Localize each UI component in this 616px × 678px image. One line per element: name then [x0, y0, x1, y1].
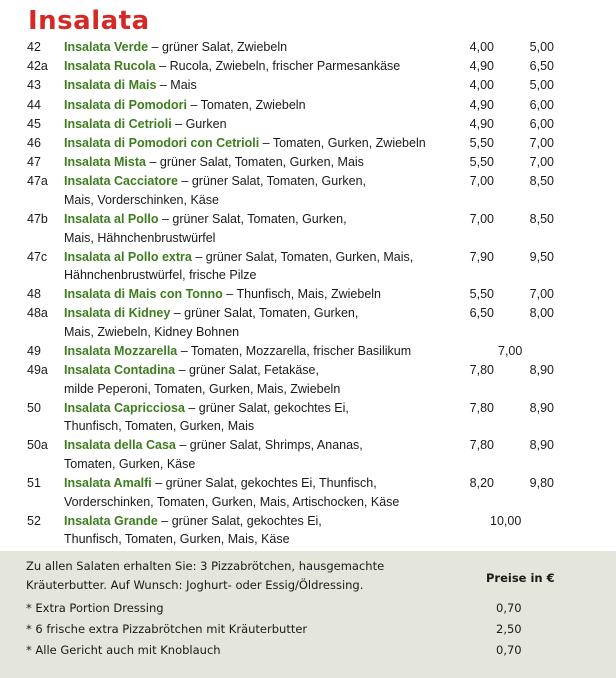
- menu-item-price-large: 8,50: [529, 174, 554, 189]
- menu-item-price-large: 8,90: [529, 363, 554, 378]
- menu-item-name: Insalata di Pomodori: [64, 97, 187, 112]
- menu-item-price-small: 7,00: [469, 174, 494, 189]
- menu-item-name: Insalata Mista: [64, 155, 146, 170]
- menu-item-price-large: 6,00: [529, 116, 554, 131]
- menu-item-price-small: 7,00: [469, 212, 494, 226]
- menu-item-price-small: 4,90: [469, 97, 494, 112]
- menu-item-number: 43: [27, 78, 41, 93]
- menu-item-price-small: 8,20: [469, 476, 494, 490]
- menu-item-name: Insalata Rucola: [64, 59, 156, 74]
- menu-item-ingredients: – grüner Salat, Tomaten, Gurken,: [158, 212, 347, 226]
- extra-item-label: * 6 frische extra Pizzabrötchen mit Kräuterbutter: [26, 622, 308, 636]
- menu-item-name: Insalata Capricciosa: [64, 400, 185, 415]
- menu-item-ingredients: – Thunfisch, Mais, Zwiebeln: [222, 287, 382, 302]
- menu-item-price-large: 8,90: [529, 438, 554, 453]
- menu-item-price-large: 5,00: [529, 40, 554, 54]
- menu-item-name: Insalata al Pollo: [64, 212, 159, 226]
- menu-item-description: [64, 115, 464, 134]
- menu-item-ingredients: – grüner Salat, Tomaten, Gurken, Mais: [145, 155, 364, 170]
- menu-item-description: [64, 304, 464, 341]
- menu-item-ingredients-continued: Mais, Hähnchenbrustwürfel: [64, 230, 216, 245]
- menu-item-description: [64, 38, 464, 57]
- menu-item-number: 47b: [27, 212, 48, 226]
- menu-item-price-large: 8,50: [529, 212, 554, 226]
- menu-item-price-small: 7,80: [469, 400, 494, 415]
- menu-item-price-small: 4,90: [469, 59, 494, 74]
- menu-item-number: 52: [27, 513, 41, 528]
- menu-item-ingredients: – Gurken: [171, 116, 227, 131]
- menu-item-ingredients-continued: Tomaten, Gurken, Käse: [64, 456, 196, 471]
- menu-item-name: Insalata Mozzarella: [64, 344, 178, 358]
- menu-item-number: 51: [27, 476, 41, 490]
- menu-item-description: [64, 248, 464, 285]
- menu-item-ingredients: – grüner Salat, Zwiebeln: [148, 40, 288, 54]
- menu-item-name: Insalata al Pollo extra: [64, 249, 192, 264]
- menu-item-price-large: 5,00: [529, 78, 554, 93]
- menu-item-price-small: 5,50: [469, 136, 494, 150]
- menu-item-name: Insalata di Kidney: [64, 306, 171, 321]
- menu-item-price-small: 7,80: [469, 363, 494, 378]
- menu-item-price-small: 7,80: [469, 438, 494, 453]
- menu-item-name: Insalata Amalfi: [64, 476, 152, 490]
- menu-item-ingredients: – grüner Salat, Tomaten, Gurken,: [170, 306, 359, 321]
- menu-item-name: Insalata Cacciatore: [64, 174, 178, 189]
- menu-item-ingredients-continued: Vorderschinken, Tomaten, Gurken, Mais, Artischocken, Käse: [64, 494, 400, 509]
- menu-item-ingredients: – grüner Salat, Shrimps, Ananas,: [175, 438, 363, 453]
- menu-item-price-large: 9,50: [529, 249, 554, 264]
- menu-item-number: 42a: [27, 59, 48, 74]
- menu-item-number: 47: [27, 155, 41, 170]
- menu-item-description: [64, 134, 464, 153]
- menu-item-ingredients: – grüner Salat, gekochtes Ei,: [184, 400, 349, 415]
- menu-item-description: [64, 57, 464, 76]
- extra-item-price: 2,50: [496, 622, 522, 636]
- menu-item-ingredients: – Mais: [156, 78, 197, 93]
- menu-item-ingredients-continued: Thunfisch, Tomaten, Gurken, Mais: [64, 419, 255, 434]
- menu-item-price-large: 8,90: [529, 400, 554, 415]
- included-note: [26, 557, 426, 595]
- menu-item-description: [64, 76, 464, 95]
- menu-item-description: [64, 153, 464, 172]
- menu-item-price-large: 7,00: [529, 287, 554, 302]
- menu-item-number: 44: [27, 97, 41, 112]
- menu-item-price-small: 5,50: [469, 287, 494, 302]
- menu-item-price-large: 6,50: [529, 59, 554, 74]
- menu-item-price-large: 8,00: [529, 306, 554, 321]
- menu-item-ingredients: – Tomaten, Zwiebeln: [186, 97, 306, 112]
- menu-item-ingredients: – Tomaten, Mozzarella, frischer Basilikum: [177, 344, 412, 358]
- menu-item-ingredients: – grüner Salat, gekochtes Ei,: [157, 513, 322, 528]
- menu-item-description: [64, 172, 464, 209]
- menu-item-description: [64, 436, 464, 473]
- extra-item-price: 0,70: [496, 601, 522, 615]
- menu-item-number: 47a: [27, 174, 48, 189]
- menu-item-price-small: 4,90: [469, 116, 494, 131]
- menu-item-number: 47c: [27, 249, 48, 264]
- menu-item-name: Insalata di Cetrioli: [64, 116, 172, 131]
- menu-item-number: 50: [27, 400, 41, 415]
- menu-item-ingredients: – grüner Salat, Fetakäse,: [175, 363, 319, 378]
- menu-footer: [0, 551, 616, 678]
- menu-item-number: 46: [27, 136, 41, 150]
- menu-item-description: [64, 210, 464, 247]
- menu-item-ingredients-continued: Mais, Vorderschinken, Käse: [64, 192, 219, 207]
- menu-item-price: 10,00: [490, 513, 522, 528]
- menu-item-description: [64, 474, 464, 511]
- menu-item-ingredients: – Rucola, Zwiebeln, frischer Parmesankäse: [155, 59, 401, 74]
- menu-item-ingredients-continued: Thunfisch, Tomaten, Gurken, Mais, Käse: [64, 532, 290, 547]
- menu-item-description: [64, 512, 464, 549]
- menu-item-name: Insalata Verde: [64, 40, 149, 54]
- menu-item-name: Insalata di Pomodori con Cetrioli: [64, 136, 260, 150]
- menu-item-name: Insalata di Mais con Tonno: [64, 287, 223, 302]
- menu-item-ingredients: – grüner Salat, Tomaten, Gurken, Mais,: [191, 249, 414, 264]
- menu-item-name: Insalata di Mais: [64, 78, 157, 93]
- included-note-line-2: Kräuterbutter. Auf Wunsch: Joghurt- oder Essig/Öldressing.: [26, 578, 364, 592]
- menu-item-number: 42: [27, 40, 41, 54]
- menu-item-number: 45: [27, 116, 41, 131]
- menu-item-description: [64, 361, 464, 398]
- menu-item-number: 49a: [27, 363, 48, 378]
- menu-item-number: 50a: [27, 438, 48, 453]
- menu-item-ingredients: – grüner Salat, gekochtes Ei, Thunfisch,: [151, 476, 377, 490]
- menu-item-ingredients-continued: Mais, Zwiebeln, Kidney Bohnen: [64, 324, 240, 339]
- extra-item-label: * Alle Gericht auch mit Knoblauch: [26, 643, 221, 657]
- menu-item-name: Insalata della Casa: [64, 438, 176, 453]
- extra-item-label: * Extra Portion Dressing: [26, 601, 164, 615]
- menu-item-ingredients-continued: milde Peperoni, Tomaten, Gurken, Mais, Zwiebeln: [64, 381, 341, 396]
- menu-item-description: [64, 399, 464, 436]
- menu-item-ingredients: – grüner Salat, Tomaten, Gurken,: [177, 174, 367, 189]
- menu-item-price-small: 4,00: [469, 78, 494, 93]
- menu-item-price-large: 9,80: [529, 476, 554, 490]
- menu-title: Insalata: [28, 6, 150, 36]
- menu-item-price-large: 6,00: [529, 97, 554, 112]
- extra-item-price: 0,70: [496, 643, 522, 657]
- menu-item-price-large: 7,00: [529, 136, 554, 150]
- menu-item-ingredients: – Tomaten, Gurken, Zwiebeln: [259, 136, 426, 150]
- menu-item-price-small: 5,50: [469, 155, 494, 170]
- included-note-line-1: Zu allen Salaten erhalten Sie: 3 Pizzabrötchen, hausgemachte: [26, 559, 385, 573]
- menu-item-price-small: 4,00: [469, 40, 494, 54]
- menu-item-price-small: 7,90: [469, 249, 494, 264]
- menu-item-number: 49: [27, 344, 41, 358]
- menu-item-name: Insalata Contadina: [64, 363, 176, 378]
- menu-item-price: 7,00: [498, 344, 523, 358]
- menu-item-name: Insalata Grande: [64, 513, 158, 528]
- menu-item-description: [64, 342, 464, 361]
- menu-item-price-small: 6,50: [469, 306, 494, 321]
- menu-item-price-large: 7,00: [529, 155, 554, 170]
- menu-item-description: [64, 96, 464, 115]
- menu-item-description: [64, 285, 464, 304]
- prices-currency-label: Preise in €: [486, 571, 555, 585]
- menu-item-ingredients-continued: Hähnchenbrustwürfel, frische Pilze: [64, 268, 257, 283]
- menu-item-number: 48: [27, 287, 41, 302]
- menu-item-number: 48a: [27, 306, 48, 321]
